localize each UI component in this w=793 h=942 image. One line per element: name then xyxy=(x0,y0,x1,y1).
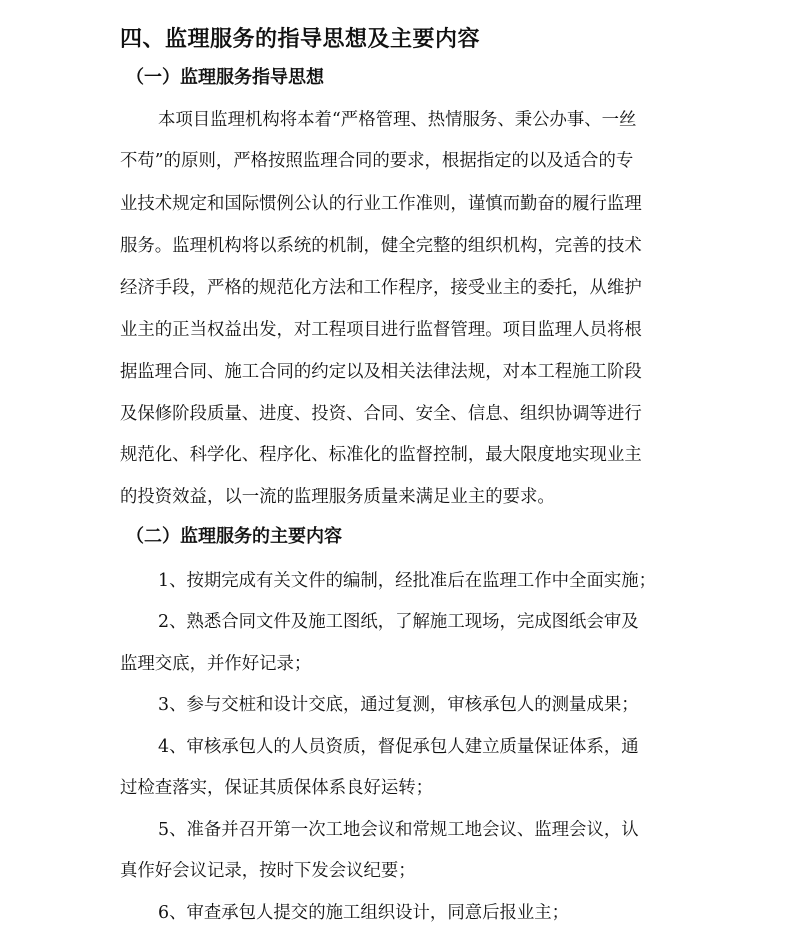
subsection-title-guiding-ideas: （一）监理服务指导思想 xyxy=(126,67,324,88)
list-item-line: 2、熟悉合同文件及施工图纸，了解施工现场，完成图纸会审及 xyxy=(158,612,639,632)
list-item-line: 真作好会议记录，按时下发会议纪要； xyxy=(120,861,416,881)
list-item-line: 1、按期完成有关文件的编制，经批准后在监理工作中全面实施； xyxy=(158,571,657,591)
section-title: 四、监理服务的指导思想及主要内容 xyxy=(120,26,481,52)
paragraph-line: 的投资效益，以一流的监理服务质量来满足业主的要求。 xyxy=(120,487,555,507)
paragraph-line: 不苟”的原则，严格按照监理合同的要求，根据指定的以及适合的专 xyxy=(120,151,634,171)
list-item-line: 过检查落实，保证其质保体系良好运转； xyxy=(120,778,434,798)
paragraph-line: 本项目监理机构将本着“严格管理、热情服务、秉公办事、一丝 xyxy=(158,110,637,130)
paragraph-line: 服务。监理机构将以系统的机制，健全完整的组织机构，完善的技术 xyxy=(120,236,642,256)
list-item-line: 6、审查承包人提交的施工组织设计，同意后报业主； xyxy=(158,903,570,923)
list-item-line: 4、审核承包人的人员资质，督促承包人建立质量保证体系，通 xyxy=(158,737,639,757)
paragraph-line: 规范化、科学化、程序化、标准化的监督控制，最大限度地实现业主 xyxy=(120,445,642,465)
paragraph-line: 业主的正当权益出发，对工程项目进行监督管理。项目监理人员将根 xyxy=(120,320,642,340)
list-item-line: 5、准备并召开第一次工地会议和常规工地会议、监理会议，认 xyxy=(158,820,639,840)
paragraph-line: 业技术规定和国际惯例公认的行业工作准则，谨慎而勤奋的履行监理 xyxy=(120,194,642,214)
paragraph-line: 经济手段，严格的规范化方法和工作程序，接受业主的委托，从维护 xyxy=(120,278,642,298)
list-item-line: 3、参与交桩和设计交底，通过复测，审核承包人的测量成果； xyxy=(158,695,639,715)
list-item-line: 监理交底，并作好记录； xyxy=(120,654,312,674)
paragraph-line: 据监理合同、施工合同的约定以及相关法律法规，对本工程施工阶段 xyxy=(120,362,642,382)
paragraph-line: 及保修阶段质量、进度、投资、合同、安全、信息、组织协调等进行 xyxy=(120,404,642,424)
subsection-title-main-content: （二）监理服务的主要内容 xyxy=(126,526,342,547)
